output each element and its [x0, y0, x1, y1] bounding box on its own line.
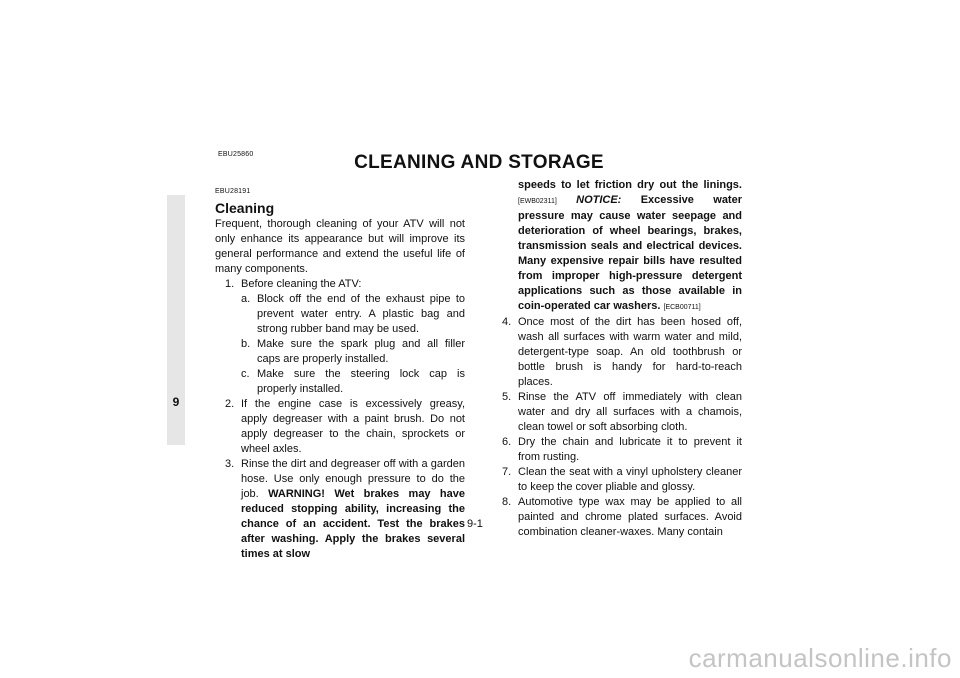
step-number: 1. [225, 278, 235, 290]
chapter-number: 9 [172, 395, 180, 409]
right-column [492, 178, 742, 540]
section-code: EBU25860 [218, 151, 254, 158]
step-text: Automotive type wax may be applied to all painted and chrome plated surfaces. Avoid combination cleaner-waxes. Many contain [518, 496, 742, 538]
substep-text: Make sure the spark plug and all filler caps are properly installed. [257, 338, 465, 365]
intro-paragraph: Frequent, thorough cleaning of your ATV will not only enhance its appearance but will improve its general performance and extend the useful life of many components. [215, 218, 465, 275]
step-number: 6. [502, 436, 512, 448]
step-text-block [518, 178, 742, 315]
step-3-continued [492, 178, 742, 315]
step-7 [492, 465, 742, 495]
notice-code: [ECB00711] [663, 304, 701, 311]
step-2 [215, 397, 465, 457]
step-1b [215, 337, 465, 367]
section-heading-cleaning: Cleaning [215, 200, 275, 216]
step-text: If the engine case is excessively greasy, apply degreaser with a paint brush. Do not apply degreaser to the chain, sprockets or wheel axles. [241, 398, 465, 455]
step-number: 4. [502, 316, 512, 328]
notice-text: Excessive water pressure may cause water seepage and deterioration of wheel bearings, brakes, transmission seals and electrical devices. Many expensive repair bills have resulted from improper high-pressure detergent applications such as those available in coin-operated car washers. [518, 194, 742, 312]
step-text: Once most of the dirt has been hosed off, wash all surfaces with warm water and mild, detergent-type soap. An old toothbrush or bottle brush is handy for hard-to-reach places. [518, 316, 742, 388]
step-text: Rinse the ATV off immediately with clean water and dry all surfaces with a chamois, clean towel or soft absorbing cloth. [518, 391, 742, 433]
substep-letter: b. [241, 338, 251, 350]
step-1c [215, 367, 465, 397]
warning-text-continued: speeds to let friction dry out the linings. [518, 179, 742, 191]
step-text: Dry the chain and lubricate it to prevent it from rusting. [518, 436, 742, 463]
substep-letter: c. [241, 368, 250, 380]
step-6 [492, 435, 742, 465]
substep-text: Make sure the steering lock cap is properly installed. [257, 368, 465, 395]
step-1 [215, 277, 465, 292]
cleaning-section-code: EBU28191 [215, 188, 251, 195]
step-text-block [241, 457, 465, 562]
step-text: Before cleaning the ATV: [241, 278, 362, 290]
warning-text: WARNING! Wet brakes may have reduced stopping ability, increasing the chance of an accident. Test the brakes after washing. Apply the brakes several times at slow [241, 488, 466, 560]
step-8 [492, 495, 742, 540]
step-3 [215, 457, 465, 562]
step-number: 2. [225, 398, 235, 410]
step-text: Rinse the dirt and degreaser off with a garden hose. Use only enough pressure to do the job. [241, 458, 465, 500]
chapter-tab [167, 195, 185, 445]
step-text: Clean the seat with a vinyl upholstery cleaner to keep the cover pliable and glossy. [518, 466, 742, 493]
watermark: carmanualsonline.info [688, 643, 952, 673]
step-4 [492, 315, 742, 390]
step-number: 5. [502, 391, 512, 403]
warning-code: [EWB02311] [518, 198, 557, 205]
step-number: 7. [502, 466, 512, 478]
page-title: CLEANING AND STORAGE [354, 152, 604, 173]
step-number: 8. [502, 496, 512, 508]
substep-letter: a. [241, 293, 251, 305]
step-5 [492, 390, 742, 435]
notice-label: NOTICE: [576, 194, 622, 206]
step-number: 3. [225, 458, 235, 470]
left-column [215, 184, 465, 562]
page-number: 9-1 [467, 518, 483, 530]
substep-text: Block off the end of the exhaust pipe to prevent water entry. A plastic bag and strong rubber band may be used. [257, 293, 465, 335]
step-1a [215, 292, 465, 337]
